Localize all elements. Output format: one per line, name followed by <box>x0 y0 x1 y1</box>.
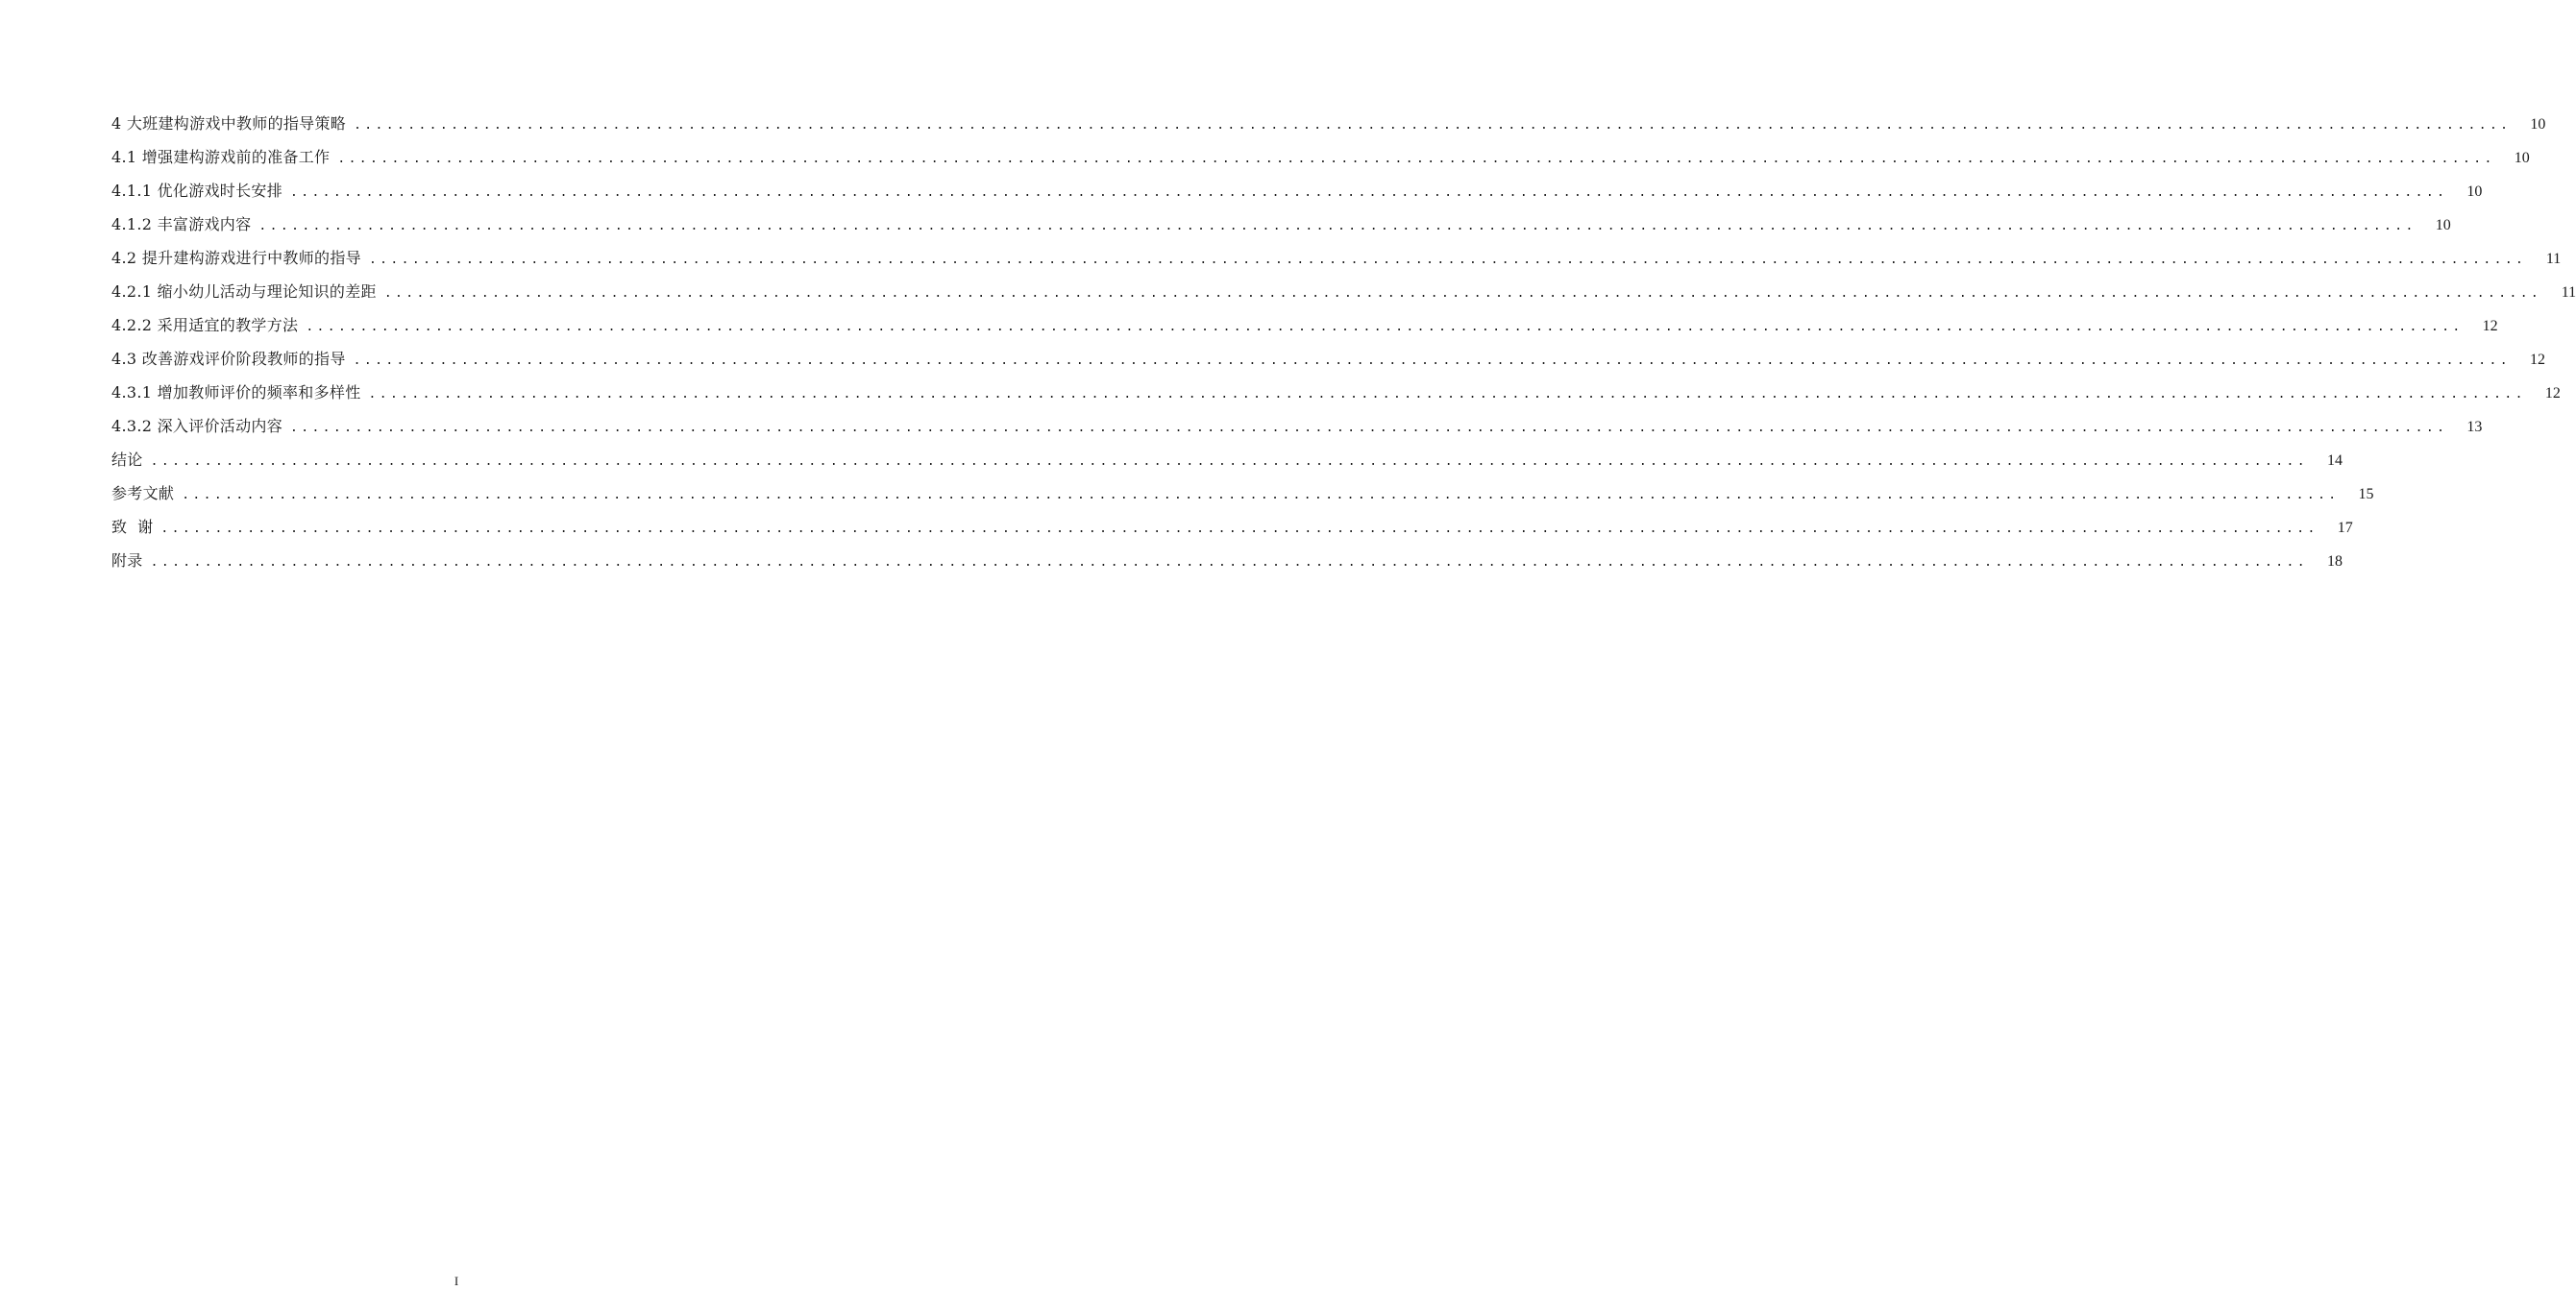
toc-entry-title: 附录 <box>111 551 143 570</box>
toc-entry-page: 10 <box>2466 183 2483 200</box>
toc-entry[interactable] <box>111 145 2530 179</box>
toc-entry[interactable] <box>111 548 2343 582</box>
toc-entry-page: 10 <box>2514 150 2530 166</box>
toc-entry-page: 14 <box>2326 452 2343 469</box>
toc-leader-dots: ........................................................................................................................................................................................................ <box>368 253 2527 267</box>
toc-entry-page: 12 <box>2529 352 2545 368</box>
toc-entry-title: 4.3.2 深入评价活动内容 <box>111 417 282 435</box>
toc-entry[interactable] <box>111 481 2374 515</box>
toc-leader-dots: ........................................................................................................................................................................................................ <box>353 353 2511 368</box>
toc-leader-dots: ........................................................................................................................................................................................................ <box>160 522 2318 536</box>
toc-leader-dots: ........................................................................................................................................................................................................ <box>290 421 2448 435</box>
toc-entry-page: 12 <box>2544 385 2561 402</box>
toc-entry-page: 18 <box>2326 553 2343 570</box>
toc-leader-dots: ........................................................................................................................................................................................................ <box>368 387 2526 402</box>
toc-entry[interactable] <box>111 380 2561 414</box>
toc-leader-dots: ........................................................................................................................................................................................................ <box>290 185 2448 200</box>
toc-entry-title: 4.1 增强建构游戏前的准备工作 <box>111 148 331 166</box>
toc-entry-page: 10 <box>2435 217 2451 233</box>
toc-entry-title: 4.2.1 缩小幼儿活动与理论知识的差距 <box>111 282 377 301</box>
toc-entry-page: 10 <box>2530 116 2546 133</box>
toc-entry-title: 4 大班建构游戏中教师的指导策略 <box>111 114 347 133</box>
toc-leader-dots: ........................................................................................................................................................................................................ <box>354 118 2512 133</box>
toc-entry[interactable] <box>111 246 2562 280</box>
toc-entry-page: 12 <box>2482 318 2498 334</box>
toc-entry-page: 15 <box>2358 486 2374 502</box>
toc-entry-title: 结论 <box>111 451 143 469</box>
toc-leader-dots: ........................................................................................................................................................................................................ <box>182 488 2340 502</box>
toc-entry[interactable] <box>111 448 2343 481</box>
table-of-contents <box>111 111 2576 582</box>
toc-leader-dots: ........................................................................................................................................................................................................ <box>150 555 2308 570</box>
toc-entry-title: 4.3.1 增加教师评价的频率和多样性 <box>111 383 361 402</box>
toc-entry-title: 参考文献 <box>111 484 175 502</box>
toc-entry-title: 4.2.2 采用适宜的教学方法 <box>111 316 299 334</box>
toc-leader-dots: ........................................................................................................................................................................................................ <box>306 320 2464 334</box>
toc-entry[interactable] <box>111 347 2545 380</box>
toc-entry-page: 11 <box>2561 284 2576 301</box>
toc-entry-title: 4.1.1 优化游戏时长安排 <box>111 182 282 200</box>
toc-entry-title: 4.2 提升建构游戏进行中教师的指导 <box>111 249 361 267</box>
toc-leader-dots: ........................................................................................................................................................................................................ <box>337 152 2495 166</box>
toc-entry[interactable] <box>111 313 2498 347</box>
toc-entry-title: 4.3 改善游戏评价阶段教师的指导 <box>111 350 346 368</box>
toc-leader-dots: ........................................................................................................................................................................................................ <box>150 454 2308 469</box>
toc-leader-dots: ........................................................................................................................................................................................................ <box>258 219 2417 233</box>
toc-entry[interactable] <box>111 212 2451 246</box>
toc-entry[interactable] <box>111 515 2353 548</box>
toc-entry-page: 13 <box>2466 419 2483 435</box>
toc-entry[interactable] <box>111 179 2483 212</box>
toc-entry[interactable] <box>111 414 2483 448</box>
toc-entry[interactable] <box>111 280 2576 313</box>
toc-entry-page: 11 <box>2545 251 2562 267</box>
toc-entry-page: 17 <box>2337 520 2353 536</box>
toc-entry[interactable] <box>111 111 2546 145</box>
toc-entry-title: 致 谢 <box>111 518 154 536</box>
page-number: I <box>454 1274 459 1288</box>
toc-leader-dots: ........................................................................................................................................................................................................ <box>383 286 2542 301</box>
toc-entry-title: 4.1.2 丰富游戏内容 <box>111 215 252 233</box>
